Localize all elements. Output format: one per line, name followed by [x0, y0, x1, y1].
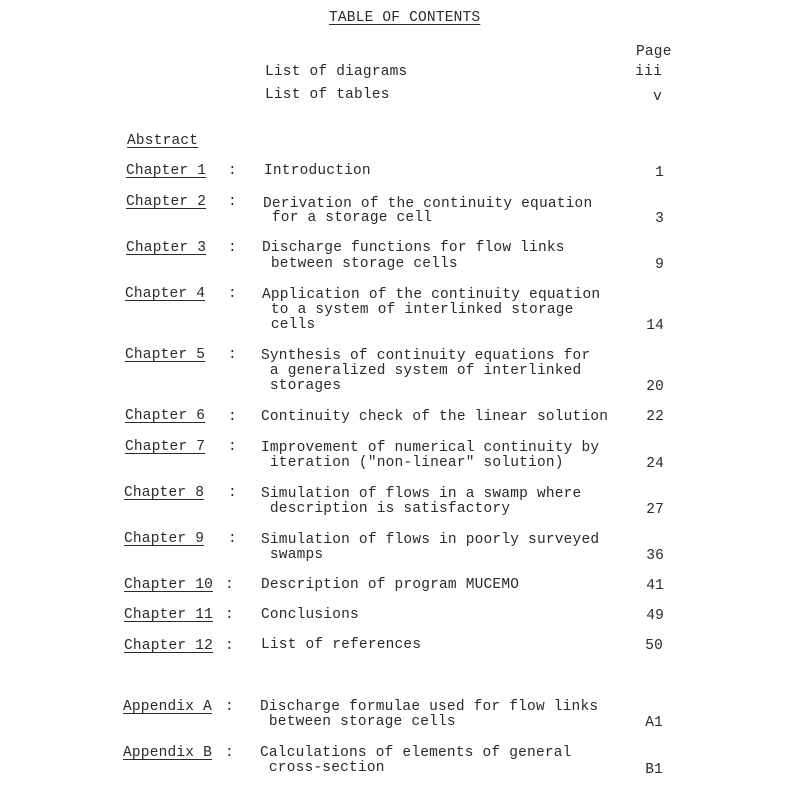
chapter-9-separator: : [228, 531, 237, 547]
chapter-6-label: Chapter 6 [125, 408, 206, 424]
chapter-5-separator: : [228, 347, 237, 363]
chapter-2-title-line-2: for a storage cell [263, 210, 433, 226]
chapter-2-separator: : [228, 194, 237, 210]
chapter-4-page: 14 [646, 318, 664, 334]
chapter-8-title-line-1: Simulation of flows in a swamp where [261, 486, 582, 502]
chapter-7-page: 24 [646, 456, 664, 472]
chapter-2-label: Chapter 2 [126, 194, 207, 210]
chapter-8-label: Chapter 8 [124, 485, 205, 501]
chapter-6-separator: : [228, 409, 237, 425]
chapter-8-title-line-2: description is satisfactory [261, 501, 511, 517]
appendix-b-title-line-2: cross-section [260, 760, 385, 776]
chapter-8-page: 27 [646, 502, 664, 518]
chapter-9-title-line-1: Simulation of flows in poorly surveyed [261, 532, 600, 548]
chapter-1-page: 1 [655, 165, 664, 181]
chapter-1-title-line-1: Introduction [264, 163, 371, 179]
chapter-10-page: 41 [646, 578, 664, 594]
chapter-7-label: Chapter 7 [125, 439, 206, 455]
chapter-11-title-line-1: Conclusions [261, 607, 359, 623]
appendix-a-title-line-2: between storage cells [260, 714, 456, 730]
chapter-4-separator: : [228, 286, 237, 302]
chapter-8-separator: : [228, 485, 237, 501]
chapter-6-title-line-1: Continuity check of the linear solution [261, 409, 609, 425]
toc-page-list-of-diagrams: iii [635, 64, 662, 80]
page-column-header: Page [636, 44, 672, 60]
chapter-6-page: 22 [646, 409, 664, 425]
appendix-a-title-line-1: Discharge formulae used for flow links [260, 699, 599, 715]
chapter-5-title-line-2: a generalized system of interlinked [261, 363, 582, 379]
chapter-5-label: Chapter 5 [125, 347, 206, 363]
chapter-10-separator: : [225, 577, 234, 593]
appendix-b-label: Appendix B [123, 745, 213, 761]
chapter-12-page: 50 [645, 638, 663, 654]
toc-abstract: Abstract [127, 133, 199, 149]
chapter-12-title-line-1: List of references [261, 637, 422, 653]
appendix-a-page: A1 [645, 715, 663, 731]
chapter-3-title-line-1: Discharge functions for flow links [262, 240, 565, 256]
chapter-10-title-line-1: Description of program MUCEMO [261, 577, 520, 593]
chapter-12-separator: : [225, 638, 234, 654]
chapter-9-page: 36 [646, 548, 664, 564]
chapter-3-separator: : [228, 240, 237, 256]
chapter-1-label: Chapter 1 [126, 163, 207, 179]
toc-label-list-of-diagrams: List of diagrams [265, 64, 408, 80]
appendix-a-separator: : [225, 699, 234, 715]
chapter-2-title-line-1: Derivation of the continuity equation [263, 196, 593, 212]
chapter-3-page: 9 [655, 257, 664, 273]
chapter-4-title-line-3: cells [262, 317, 316, 333]
chapter-5-title-line-3: storages [261, 378, 342, 394]
chapter-9-label: Chapter 9 [124, 531, 205, 547]
chapter-9-title-line-2: swamps [261, 547, 324, 563]
page-title: TABLE OF CONTENTS [329, 10, 481, 26]
toc-label-list-of-tables: List of tables [265, 87, 390, 103]
chapter-7-title-line-1: Improvement of numerical continuity by [261, 440, 600, 456]
chapter-3-title-line-2: between storage cells [262, 256, 458, 272]
chapter-3-label: Chapter 3 [126, 240, 207, 256]
chapter-2-page: 3 [655, 211, 664, 227]
appendix-a-label: Appendix A [123, 699, 213, 715]
chapter-5-page: 20 [646, 379, 664, 395]
chapter-7-title-line-2: iteration ("non-linear" solution) [261, 455, 564, 471]
chapter-4-label: Chapter 4 [125, 286, 206, 302]
chapter-10-label: Chapter 10 [124, 577, 214, 593]
appendix-b-title-line-1: Calculations of elements of general [260, 745, 572, 761]
chapter-1-separator: : [228, 163, 237, 179]
chapter-7-separator: : [228, 439, 237, 455]
chapter-11-label: Chapter 11 [124, 607, 214, 623]
chapter-4-title-line-2: to a system of interlinked storage [262, 302, 574, 318]
chapter-4-title-line-1: Application of the continuity equation [262, 287, 601, 303]
appendix-b-page: B1 [645, 762, 663, 778]
chapter-11-page: 49 [646, 608, 664, 624]
chapter-12-label: Chapter 12 [124, 638, 214, 654]
toc-page-list-of-tables: v [653, 89, 662, 105]
appendix-b-separator: : [225, 745, 234, 761]
chapter-5-title-line-1: Synthesis of continuity equations for [261, 348, 591, 364]
chapter-11-separator: : [225, 607, 234, 623]
